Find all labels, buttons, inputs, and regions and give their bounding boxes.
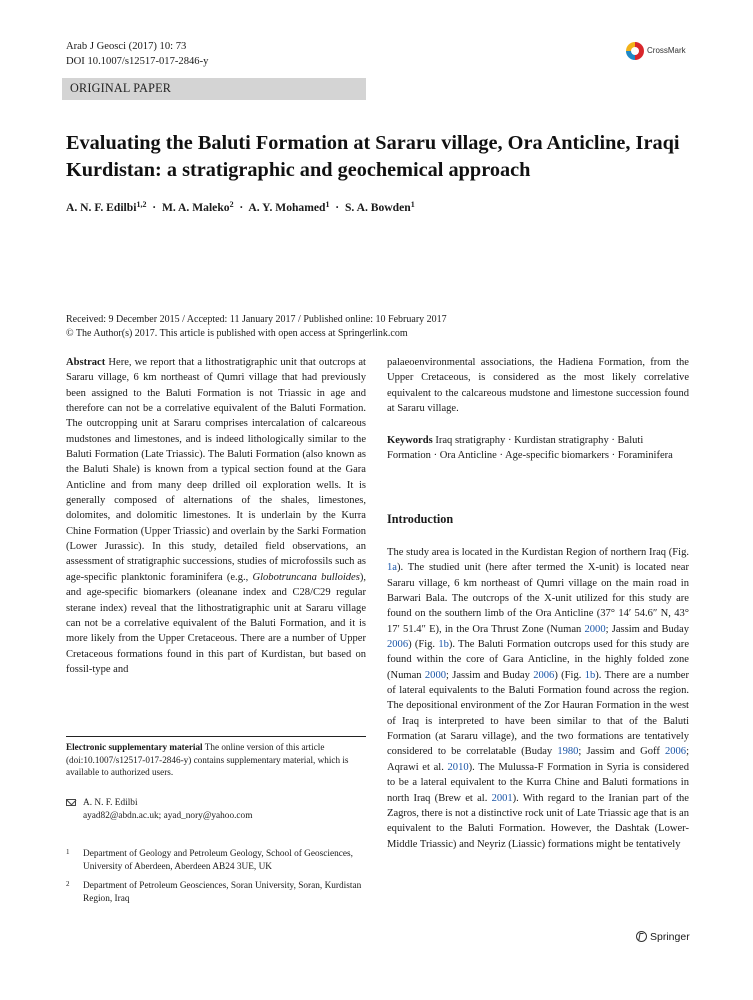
- publication-history: Received: 9 December 2015 / Accepted: 11 January 2017 / Published online: 10 February 2017: [66, 314, 447, 325]
- citation-link[interactable]: 2010: [447, 761, 469, 773]
- contact-emails[interactable]: ayad82@abdn.ac.uk; ayad_nory@yahoo.com: [83, 811, 253, 821]
- article-type-banner: [62, 78, 366, 100]
- author-affiliation-mark: 1: [325, 200, 330, 209]
- publisher-logo: [636, 931, 690, 943]
- article-type-label: ORIGINAL PAPER: [70, 81, 172, 95]
- keywords-text: Iraq stratigraphy · Kurdistan stratigraphy · Baluti Formation · Ora Anticline · Age-specific biomarkers · Foraminifera: [387, 435, 673, 462]
- citation-link[interactable]: 1980: [557, 746, 579, 758]
- author-affiliation-mark: 2: [229, 200, 234, 209]
- figure-link[interactable]: 1b: [438, 639, 449, 651]
- supplementary-label: Electronic supplementary material: [66, 742, 203, 752]
- introduction-text: The study area is located in the Kurdistan Region of northern Iraq (Fig. 1a). The studied unit (here after termed the X-unit) is located near Sararu village, 6 km northeast of Qumri village on the main road in Barwari Bala. The outcrops of the X-unit utilized for this study are found on the southern limb of the Ora Anticline (37° 14′ 54.6″ N, 43° 17′ 51.4″ E), in the Ora Thrust Zone (Numan 2000; Jassim and Buday 2006) (Fig. 1b). The Baluti Formation outcrops used for this study are found within the core of Gara Anticline, in the highly folded zone (Numan 2000; Jassim and Buday 2006) (Fig. 1b). There are a number of lateral equivalents to the Baluti Formation found across the region. The depositional environment of the Zor Hauran Formation in the west of Iraq is interpreted to have been similar to that of the Baluti Formation (at Sararu village), and the two formations are tentatively considered to be correlatable (Buday 1980; Jassim and Goff 2006; Aqrawi et al. 2010). The Mulussa-F Formation in Syria is considered to be a lateral equivalent to the Kurra Chine and Baluti formations in north Iraq (Brew et al. 2001). With regard to the Iranian part of the Zagros, there is not a distinctive rock unit of Late Triassic age that is an equivalent to the Baluti Formation. However, the Dashtak (Lower-Middle Triassic) and Neyriz (Liassic) formations might be tentatively: [387, 547, 689, 850]
- corresponding-author: [66, 797, 252, 823]
- author-list: A. N. F. Edilbi$^{1,2}$ · M. A. Maleko$^2$ · A. Y. Mohamed$^1$ · S. A. Bowden$^1$: [66, 200, 415, 214]
- publisher-name: Springer: [650, 931, 690, 943]
- citation-link[interactable]: 2006: [664, 746, 687, 758]
- author-name[interactable]: M. A. Maleko: [161, 201, 230, 214]
- doi-line: DOI 10.1007/s12517-017-2846-y: [66, 56, 209, 67]
- citation-link[interactable]: 2000: [424, 669, 446, 681]
- author-affiliation-mark: 1: [410, 200, 415, 209]
- crossmark-label: CrossMark: [647, 46, 686, 55]
- affiliation-text: Department of Geology and Petroleum Geology, School of Geosciences, University of Aberdeen, Aberdeen AB24 3UE, UK: [83, 849, 353, 872]
- citation-link[interactable]: 2000: [584, 623, 606, 635]
- abstract-text-continued: ), and age-specific biomarkers (oleanane index and C28/C29 regular sterane index) reveal that the lithostratigraphic unit at Sararu village can not be a correlative equivalent of the Baluti Formation, and it is more likely from the Upper Cretaceous. There are a number of Upper Cretaceous formations found in this part of Kurdistan, but based on fossil-type and: [66, 571, 366, 675]
- contact-name: A. N. F. Edilbi: [83, 798, 138, 808]
- paper-title: Evaluating the Baluti Formation at Sararu village, Ora Anticline, Iraqi Kurdistan: a stratigraphic and geochemical approach: [66, 132, 680, 181]
- affiliation-number: 1: [66, 848, 70, 856]
- affiliation-number: 2: [66, 880, 70, 888]
- author-name[interactable]: A. Y. Mohamed: [248, 201, 326, 214]
- envelope-icon: [66, 799, 76, 806]
- citation-link[interactable]: 2001: [491, 792, 513, 804]
- copyright-line: © The Author(s) 2017. This article is published with open access at Springerlink.com: [66, 328, 408, 339]
- figure-link[interactable]: 1a: [387, 562, 397, 574]
- supplementary-note: [66, 741, 366, 779]
- affiliation-text: Department of Petroleum Geosciences, Soran University, Soran, Kurdistan Region, Iraq: [83, 881, 362, 904]
- figure-link[interactable]: 1b: [584, 669, 596, 681]
- abstract-continuation: palaeoenvironmental associations, the Hadiena Formation, from the Upper Cretaceous, is considered as the most likely correlative equivalent to the calcareous mudstone and limestone succession found at Sararu village.: [387, 357, 689, 415]
- journal-line: Arab J Geosci (2017) 10: 73: [66, 41, 187, 52]
- footnote-divider: [66, 736, 366, 737]
- crossmark-icon: [626, 42, 644, 60]
- keywords: [387, 433, 689, 464]
- citation-link[interactable]: 2006: [387, 639, 409, 651]
- author-name[interactable]: S. A. Bowden: [344, 201, 411, 214]
- springer-horse-icon: [636, 931, 647, 942]
- supplementary-text: The online version of this article (doi:10.1007/s12517-017-2846-y) contains supplementary material, which is available to authorized users.: [66, 742, 349, 777]
- abstract-species-name: Globotruncana bulloides: [252, 571, 360, 583]
- citation-link[interactable]: 2006: [533, 669, 555, 681]
- keywords-label: Keywords: [387, 435, 433, 446]
- author-name[interactable]: A. N. F. Edilbi: [66, 201, 137, 214]
- abstract-text: Here, we report that a lithostratigraphic unit that outcrops at Sararu village, 6 km northeast of Qumri village that had previously been assigned to the Baluti Formation is not Triassic in age and therefore can not be a correlative equivalent of the Baluti Formation. The outcropping unit at Sararu comprises intercalation of calcareous mudstones and limestones, and is indeed lithologically similar to the Baluti Formation (Late Triassic). The Baluti Formation (also known as the Baluti Shale) is known from a typical section found at the Gara Anticline and from many deep drilled oil exploration wells. It is generally composed of alternations of the shales, limestones, dolomites, and dolomitic limestones. It is underlain by the Kurra Chine Formation (Upper Triassic) and overlain by the Sarki Formation (Lower Jurassic). In this study, detailed field observations, an assessment of stratigraphic successions, studies of microfossils such as age-specific planktonic foraminifera (e.g.,: [66, 357, 366, 583]
- author-affiliation-mark: 1,2: [136, 200, 147, 209]
- abstract: [66, 355, 366, 677]
- crossmark-badge[interactable]: [626, 42, 706, 64]
- abstract-label: Abstract: [66, 357, 106, 368]
- introduction-heading: Introduction: [387, 512, 454, 526]
